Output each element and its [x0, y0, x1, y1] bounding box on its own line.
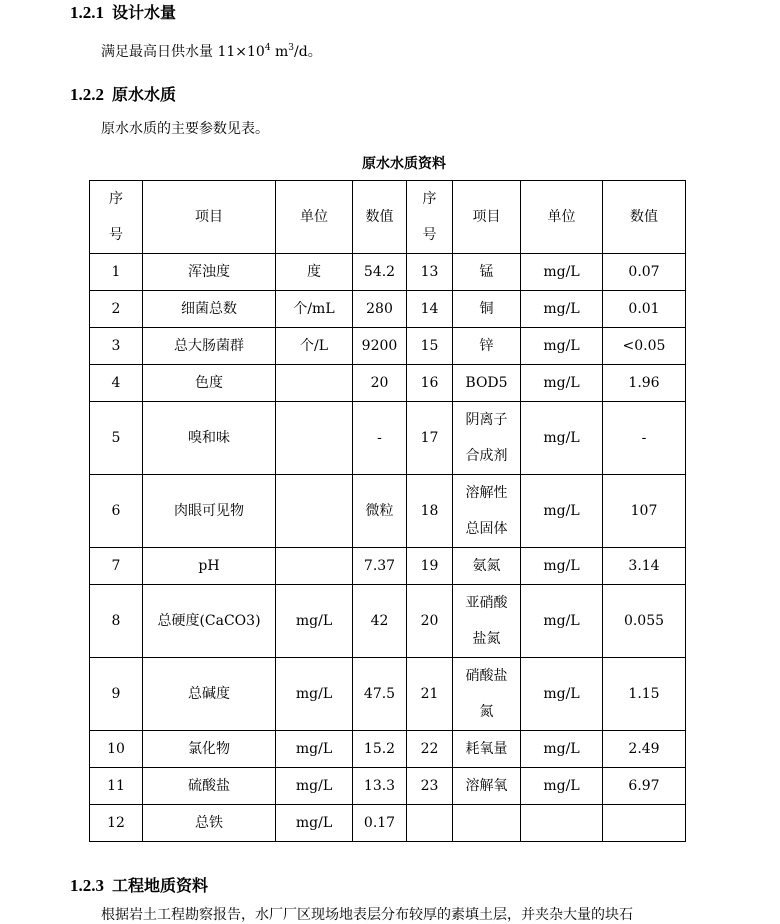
table-cell — [407, 805, 453, 842]
table-row — [90, 805, 686, 842]
table-row — [90, 658, 686, 731]
table-cell: mg/L — [521, 402, 603, 475]
section-title: 设计水量 — [112, 3, 177, 22]
table-cell: mg/L — [276, 731, 353, 768]
table-cell: mg/L — [521, 585, 603, 658]
table-cell: mg/L — [521, 328, 603, 365]
table-row — [90, 402, 686, 475]
section-title: 原水水质 — [112, 85, 177, 104]
table-cell: 3 — [90, 328, 143, 365]
table-cell: mg/L — [521, 658, 603, 731]
table-cell: pH — [143, 548, 276, 585]
table-cell — [276, 402, 353, 475]
table-cell: 14 — [407, 291, 453, 328]
table-cell: mg/L — [521, 254, 603, 291]
table-cell: 9200 — [353, 328, 407, 365]
table-cell: 个/mL — [276, 291, 353, 328]
table-cell: 6.97 — [603, 768, 686, 805]
table-cell: mg/L — [521, 291, 603, 328]
table-cell: <0.05 — [603, 328, 686, 365]
header-cell: 序 号 — [90, 181, 143, 254]
table-cell: mg/L — [521, 475, 603, 548]
section-heading-1-2-2 — [70, 82, 176, 105]
table-cell: 10 — [90, 731, 143, 768]
table-cell — [276, 475, 353, 548]
table-cell: 微粒 — [353, 475, 407, 548]
header-cell: 单位 — [276, 181, 353, 254]
table-row — [90, 475, 686, 548]
table-cell: 17 — [407, 402, 453, 475]
table-cell: 1.96 — [603, 365, 686, 402]
table-cell: 16 — [407, 365, 453, 402]
table-cell: 23 — [407, 768, 453, 805]
table-cell: 15.2 — [353, 731, 407, 768]
table-cell: 21 — [407, 658, 453, 731]
table-cell: - — [603, 402, 686, 475]
table-cell: 280 — [353, 291, 407, 328]
table-cell: 硝酸盐 氮 — [453, 658, 521, 731]
header-cell: 数值 — [603, 181, 686, 254]
table-cell: 8 — [90, 585, 143, 658]
table-cell: mg/L — [276, 768, 353, 805]
table-cell: 2.49 — [603, 731, 686, 768]
table-cell — [453, 805, 521, 842]
table-cell: 总铁 — [143, 805, 276, 842]
section-heading-1-2-1 — [70, 0, 176, 23]
section-title: 工程地质资料 — [112, 876, 209, 895]
table-cell: 锌 — [453, 328, 521, 365]
table-cell: 11 — [90, 768, 143, 805]
header-cell: 项目 — [143, 181, 276, 254]
section-heading-1-2-3 — [70, 873, 208, 896]
table-cell: 总大肠菌群 — [143, 328, 276, 365]
table-cell: 0.07 — [603, 254, 686, 291]
paragraph-geology-cut: 根据岩土工程勘察报告，水厂厂区现场地表层分布较厚的素填土层，并夹杂大量的块石 — [101, 907, 633, 923]
table-row — [90, 731, 686, 768]
table-cell: - — [353, 402, 407, 475]
table-cell: BOD5 — [453, 365, 521, 402]
table-cell: 亚硝酸 盐氮 — [453, 585, 521, 658]
table-cell: 溶解氧 — [453, 768, 521, 805]
table-cell: mg/L — [276, 658, 353, 731]
header-cell: 单位 — [521, 181, 603, 254]
table-cell: 107 — [603, 475, 686, 548]
table-row — [90, 328, 686, 365]
table-cell: 20 — [353, 365, 407, 402]
table-cell: 0.17 — [353, 805, 407, 842]
table-cell: 铜 — [453, 291, 521, 328]
table-cell: 肉眼可见物 — [143, 475, 276, 548]
table-cell: 氨氮 — [453, 548, 521, 585]
table-cell: 硫酸盐 — [143, 768, 276, 805]
table-cell — [521, 805, 603, 842]
table-cell: 个/L — [276, 328, 353, 365]
table-cell: 2 — [90, 291, 143, 328]
table-cell: 13.3 — [353, 768, 407, 805]
table-cell — [276, 548, 353, 585]
table-cell: 锰 — [453, 254, 521, 291]
header-cell: 项目 — [453, 181, 521, 254]
table-cell: 色度 — [143, 365, 276, 402]
table-cell: 47.5 — [353, 658, 407, 731]
table-row — [90, 291, 686, 328]
table-cell: 7.37 — [353, 548, 407, 585]
table-cell: 细菌总数 — [143, 291, 276, 328]
table-cell: mg/L — [521, 365, 603, 402]
table-cell: mg/L — [521, 548, 603, 585]
table-cell: 15 — [407, 328, 453, 365]
table-cell: mg/L — [276, 805, 353, 842]
table-cell: 9 — [90, 658, 143, 731]
table-cell: 20 — [407, 585, 453, 658]
table-cell: 4 — [90, 365, 143, 402]
table-cell — [276, 365, 353, 402]
table-cell: 0.01 — [603, 291, 686, 328]
table-cell: 溶解性 总固体 — [453, 475, 521, 548]
header-cell: 数值 — [353, 181, 407, 254]
table-caption: 原水水质资料 — [362, 156, 446, 172]
table-cell: 18 — [407, 475, 453, 548]
table-row — [90, 585, 686, 658]
section-number: 1.2.1 — [70, 3, 104, 22]
table-cell: mg/L — [521, 731, 603, 768]
table-row — [90, 254, 686, 291]
table-cell: 1.15 — [603, 658, 686, 731]
section-number: 1.2.3 — [70, 876, 104, 895]
table-row — [90, 365, 686, 402]
water-quality-table — [89, 180, 686, 842]
table-cell: 浑浊度 — [143, 254, 276, 291]
section-number: 1.2.2 — [70, 85, 104, 104]
table-cell — [603, 805, 686, 842]
table-cell: 耗氧量 — [453, 731, 521, 768]
table-cell: 22 — [407, 731, 453, 768]
table-cell: 度 — [276, 254, 353, 291]
header-cell: 序 号 — [407, 181, 453, 254]
table-cell: mg/L — [276, 585, 353, 658]
table-cell: 54.2 — [353, 254, 407, 291]
table-cell: 19 — [407, 548, 453, 585]
table-cell: 阴离子 合成剂 — [453, 402, 521, 475]
table-cell: mg/L — [521, 768, 603, 805]
paragraph-design-flow: 满足最高日供水量 $11\times 10^4$ $m^3/d$。 — [101, 43, 322, 60]
table-cell: 总硬度(CaCO3) — [143, 585, 276, 658]
table-cell: 13 — [407, 254, 453, 291]
table-header-row — [90, 181, 686, 254]
table-cell: 42 — [353, 585, 407, 658]
table-cell: 12 — [90, 805, 143, 842]
paragraph-raw-water: 原水水质的主要参数见表。 — [101, 121, 269, 137]
table-row — [90, 548, 686, 585]
table-cell: 0.055 — [603, 585, 686, 658]
table-cell: 5 — [90, 402, 143, 475]
table-cell: 7 — [90, 548, 143, 585]
table-row — [90, 768, 686, 805]
table-cell: 3.14 — [603, 548, 686, 585]
table-cell: 总碱度 — [143, 658, 276, 731]
table-cell: 1 — [90, 254, 143, 291]
table-cell: 嗅和味 — [143, 402, 276, 475]
table-cell: 氯化物 — [143, 731, 276, 768]
table-cell: 6 — [90, 475, 143, 548]
